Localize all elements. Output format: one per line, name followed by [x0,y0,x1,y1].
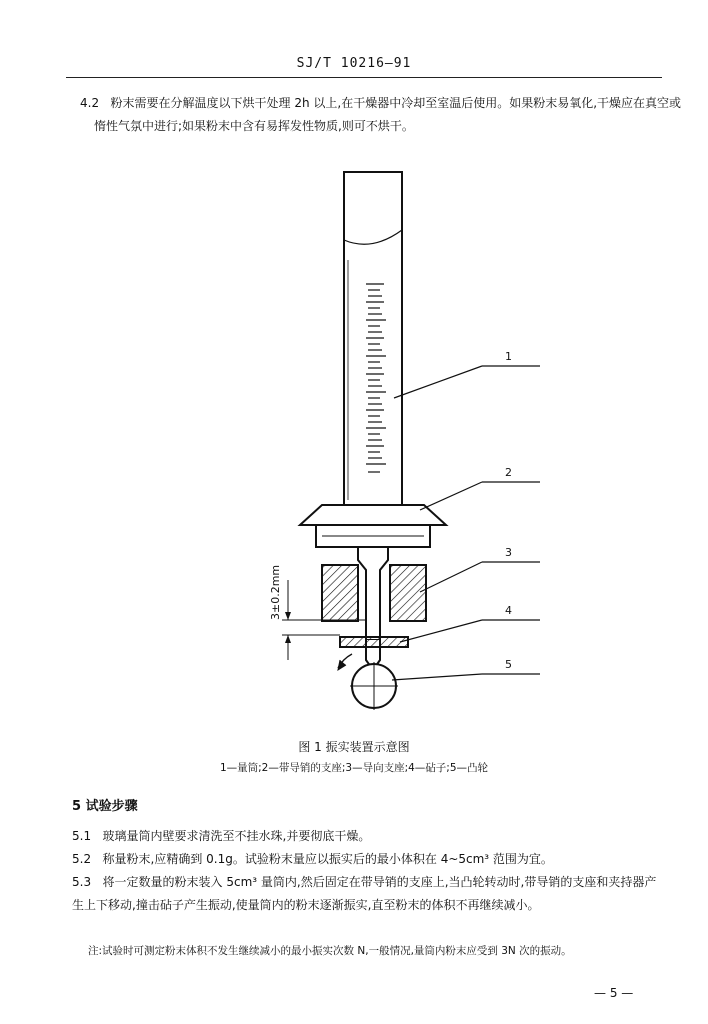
callout-5-label: 5 [505,658,512,671]
callout-1-label: 1 [505,350,512,363]
graduated-cylinder [344,172,402,507]
step-number: 5.1 [72,829,92,843]
tap-apparatus-figure [0,160,708,730]
page-number: — 5 — [594,986,634,1000]
step-5-2 [72,848,668,871]
standard-code-header: SJ/T 10216—91 [296,56,412,71]
note: 注:试验时可测定粉末体积不发生继续减小的最小振实次数 N,一般情况,量筒内粉末应受到 3N 次的振动。 [88,945,572,957]
step-5-1 [72,825,668,848]
section-5-title: 5 试验步骤 [72,799,138,814]
anvil [340,637,408,647]
step-text: 将一定数量的粉末装入 5cm³ 量筒内,然后固定在带导销的支座上,当凸轮转动时,带导销的支座和夹持器产生上下移动,撞击砧子产生振动,使量筒内的粉末逐渐振实,直至粉末的体积不再继续减小。 [72,875,657,912]
step-text: 称量粉末,应精确到 0.1g。试验粉末量应以振实后的最小体积在 4~5cm³ 范围为宜。 [102,852,553,866]
callout-4-label: 4 [505,604,512,617]
step-number: 5.2 [72,852,92,866]
step-number: 5.3 [72,875,92,889]
callout-3-label: 3 [505,546,512,559]
step-5-3 [72,871,668,917]
graduation-marks [366,284,386,472]
paragraph-number: 4.2 [80,96,100,110]
figure-caption: 图 1 振实装置示意图 [298,740,410,754]
paragraph-text: 粉末需要在分解温度以下烘干处理 2h 以上,在干燥器中冷却至室温后使用。如果粉末易氧化,干燥应在真空或惰性气氛中进行;如果粉末中含有易挥发性物质,则可不烘干。 [94,96,682,133]
step-text: 玻璃量筒内壁要求清洗至不挂水珠,并要彻底干燥。 [102,829,371,843]
figure-legend: 1—量筒;2—带导销的支座;3—导向支座;4—砧子;5—凸轮 [219,762,489,774]
header-rule [66,77,662,78]
paragraph-4-2 [80,92,682,138]
dimension-label: 3±0.2mm [269,564,282,620]
callout-2-label: 2 [505,466,512,479]
